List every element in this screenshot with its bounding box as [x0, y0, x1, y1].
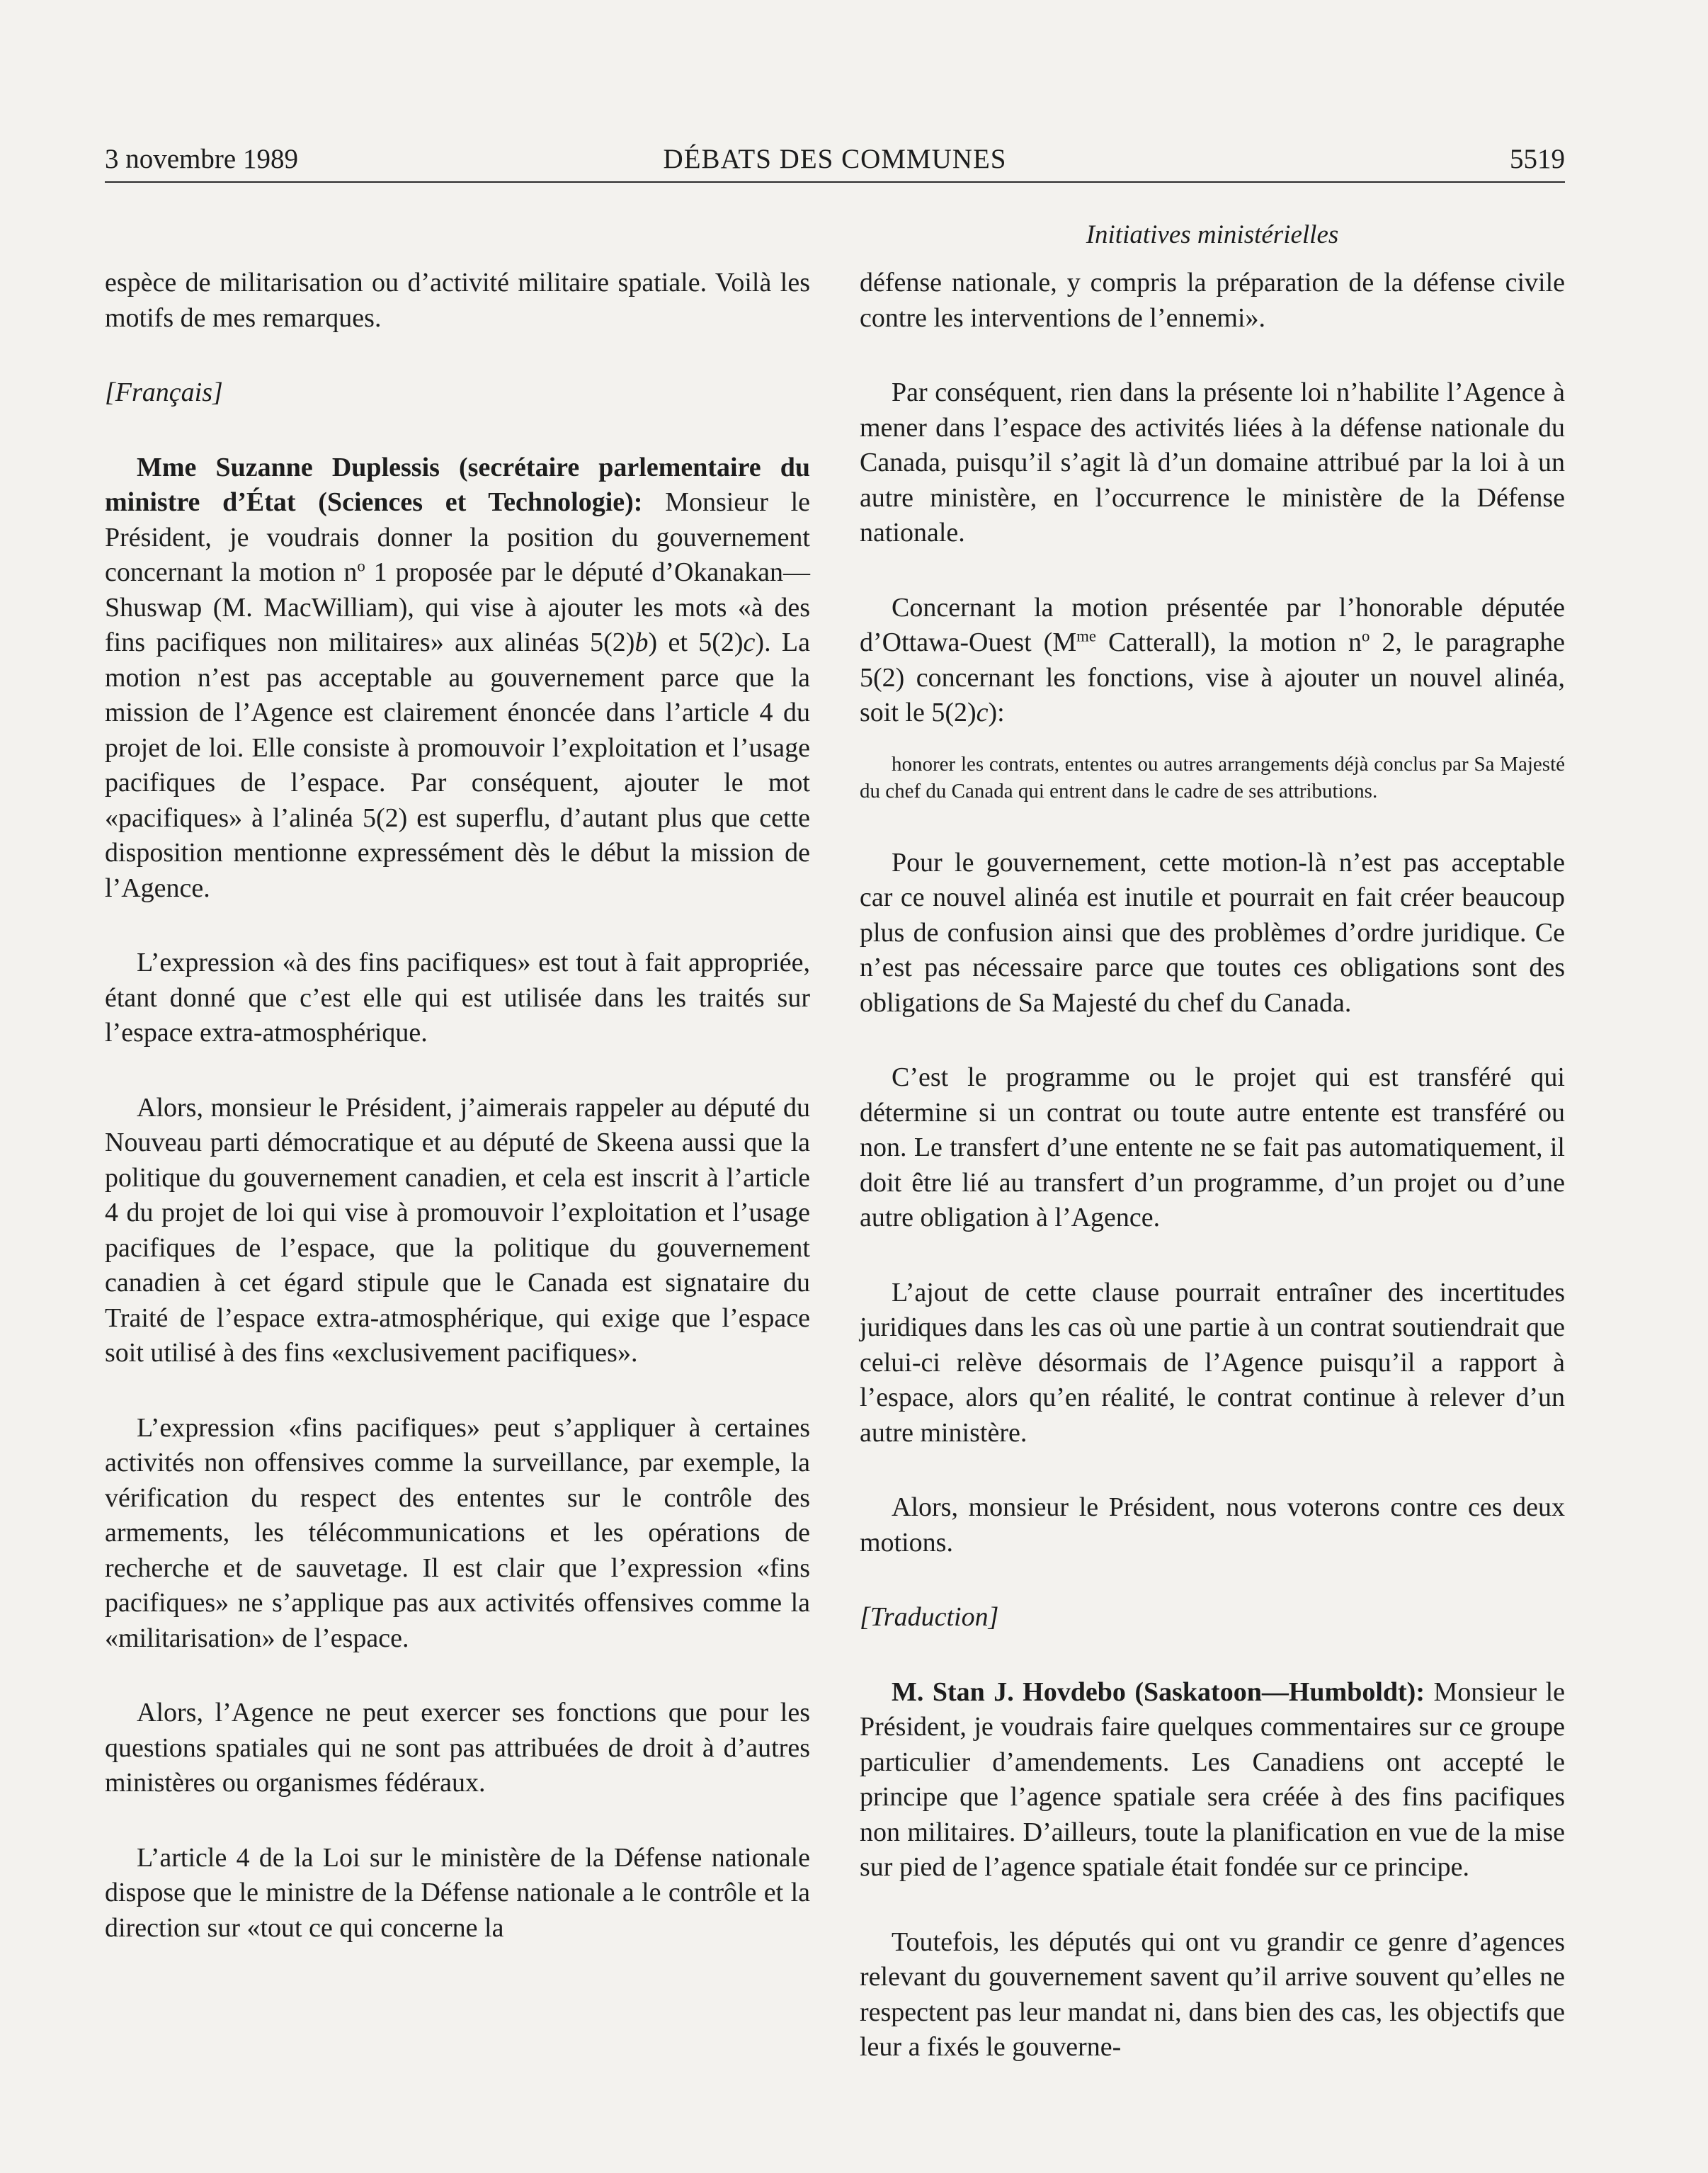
speech-paragraph	[860, 1675, 1565, 1885]
paragraph: Pour le gouvernement, cette motion-là n’est pas acceptable car ce nouvel alinéa est inutile et pourrait en fait créer beaucoup plus de confusion ainsi que des problèmes d’ordre juridique. Ce n’est pas nécessaire parce que toutes ces obligations sont des obligations de Sa Majesté du chef du Canada.	[860, 847, 1565, 1018]
paragraph: défense nationale, y compris la préparation de la défense civile contre les interventions de l’ennemi».	[860, 268, 1565, 333]
left-column	[105, 266, 810, 1985]
header-rule	[105, 181, 1565, 183]
paragraph: Par conséquent, rien dans la présente loi n’habilite l’Agence à mener dans l’espace des activités liées à la défense nationale du Canada, puisqu’il s’agit là d’un domaine attribué par la loi à un autre ministère, en l’occurrence le ministère de la Défense nationale.	[860, 378, 1565, 547]
language-marker: [Français]	[105, 378, 223, 407]
paragraph: Alors, l’Agence ne peut exercer ses fonctions que pour les questions spatiales qui ne sont pas attribuées de droit à d’autres ministères ou organismes fédéraux.	[105, 1698, 810, 1798]
superscript: me	[1076, 627, 1096, 645]
right-column	[860, 266, 1565, 2105]
header-date: 3 novembre 1989	[105, 144, 298, 174]
paragraph: L’expression «fins pacifiques» peut s’appliquer à certaines activités non offensives comme la surveillance, par exemple, la vérification du respect des ententes sur le contrôle des armements, les télécommunications et les opérations de recherche et de sauvetage. Il est clair que l’expression «fins pacifiques» ne s’applique pas aux activités offensives comme la «militarisation» de l’espace.	[105, 1412, 810, 1653]
paragraph: espèce de militarisation ou d’activité militaire spatiale. Voilà les motifs de mes remarques.	[105, 268, 810, 333]
italic-letter: c	[743, 628, 756, 657]
italic-letter: c	[976, 698, 989, 727]
speech-text: Monsieur le Président, je voudrais faire quelques commentaires sur ce groupe particulier d’amendements. Les Canadiens ont accepté le principe que l’agence spatiale sera créée à des fins pacifiques non militaires. D’ailleurs, toute la planification en vue de la mise sur pied de l’agence spatiale était fondée sur ce principe.	[860, 1676, 1565, 1882]
page-header	[105, 143, 1565, 183]
running-head: Initiatives ministérielles	[1086, 220, 1339, 249]
speech-paragraph	[105, 450, 810, 907]
paragraph	[860, 591, 1565, 731]
page-number: 5519	[1510, 144, 1565, 174]
quoted-text: honorer les contrats, ententes ou autres arrangements déjà conclus par Sa Majesté du chef du Canada qui entrent dans le cadre de ses attributions.	[860, 752, 1565, 802]
speaker-name: Mme Suzanne Duplessis (secrétaire parlementaire du ministre d’État (Sciences et Technologie):	[105, 452, 810, 517]
paragraph-text: Concernant la motion présentée par l’honorable députée d’Ottawa-Ouest (M	[860, 592, 1565, 657]
speech-text: ) et 5(2)	[648, 628, 744, 657]
paragraph: Alors, monsieur le Président, nous voterons contre ces deux motions.	[860, 1492, 1565, 1558]
speech-text: Monsieur le Président, je voudrais donner la position du gouvernement concernant la motion n	[105, 487, 810, 587]
paragraph-text: Catterall), la motion n	[1095, 628, 1362, 657]
paragraph: L’article 4 de la Loi sur le ministère de la Défense nationale dispose que le ministre de la Défense nationale a le contrôle et la direction sur «tout ce qui concerne la	[105, 1842, 810, 1943]
superscript: o	[1361, 627, 1370, 645]
speech-text: 1 proposée par le député d’Okanakan—Shuswap (M. MacWilliam), qui vise à ajouter les mots «à des fins pacifiques non militaires» aux alinéas 5(2)	[105, 557, 810, 657]
paragraph-text: 2, le paragraphe 5(2) concernant les fonctions, vise à ajouter un nouvel alinéa, soit le 5(2)	[860, 628, 1565, 727]
speaker-name: M. Stan J. Hovdebo (Saskatoon—Humboldt):	[892, 1676, 1425, 1707]
paragraph: Alors, monsieur le Président, j’aimerais rappeler au député du Nouveau parti démocratique et au député de Skeena aussi que la politique du gouvernement canadien, et cela est inscrit à l’article 4 du projet de loi qui vise à promouvoir l’exploitation et l’usage pacifiques de l’espace, que la politique du gouvernement canadien à cet égard stipule que le Canada est signataire du Traité de l’espace extra-atmosphérique, qui exige que l’espace soit utilisé à des fins «exclusivement pacifiques».	[105, 1092, 810, 1368]
paragraph: L’expression «à des fins pacifiques» est tout à fait appropriée, étant donné que c’est elle qui est utilisée dans les traités sur l’espace extra-atmosphérique.	[105, 948, 810, 1048]
header-title: DÉBATS DES COMMUNES	[663, 144, 1007, 174]
paragraph: C’est le programme ou le projet qui est transféré qui détermine si un contrat ou toute autre entente est transféré ou non. Le transfert d’une entente ne se fait pas automatiquement, il doit être lié au transfert d’un programme, d’un projet ou d’une autre obligation à l’Agence.	[860, 1062, 1565, 1232]
speech-text: ). La motion n’est pas acceptable au gouvernement parce que la mission de l’Agence est clairement énoncée dans l’article 4 du projet de loi. Elle consiste à promouvoir l’exploitation et l’usage pacifiques de l’espace. Par conséquent, ajouter le mot «pacifiques» à l’alinéa 5(2) est superflu, d’autant plus que cette disposition mentionne expressément dès le début la mission de l’Agence.	[105, 628, 811, 903]
paragraph-text: ):	[988, 698, 1005, 727]
superscript: o	[357, 557, 365, 575]
paragraph: Toutefois, les députés qui ont vu grandir ce genre d’agences relevant du gouvernement savent qu’il arrive souvent qu’elles ne respectent pas leur mandat ni, dans bien des cas, les objectifs que leur a fixés le gouverne-	[860, 1927, 1565, 2062]
paragraph: L’ajout de cette clause pourrait entraîner des incertitudes juridiques dans les cas où une partie à un contrat soutiendrait que celui-ci relève désormais de l’Agence puisqu’il a rapport à l’espace, alors qu’en réalité, le contrat continue à relever d’un autre ministère.	[860, 1277, 1565, 1448]
italic-letter: b	[634, 628, 649, 657]
language-marker: [Traduction]	[860, 1602, 999, 1632]
